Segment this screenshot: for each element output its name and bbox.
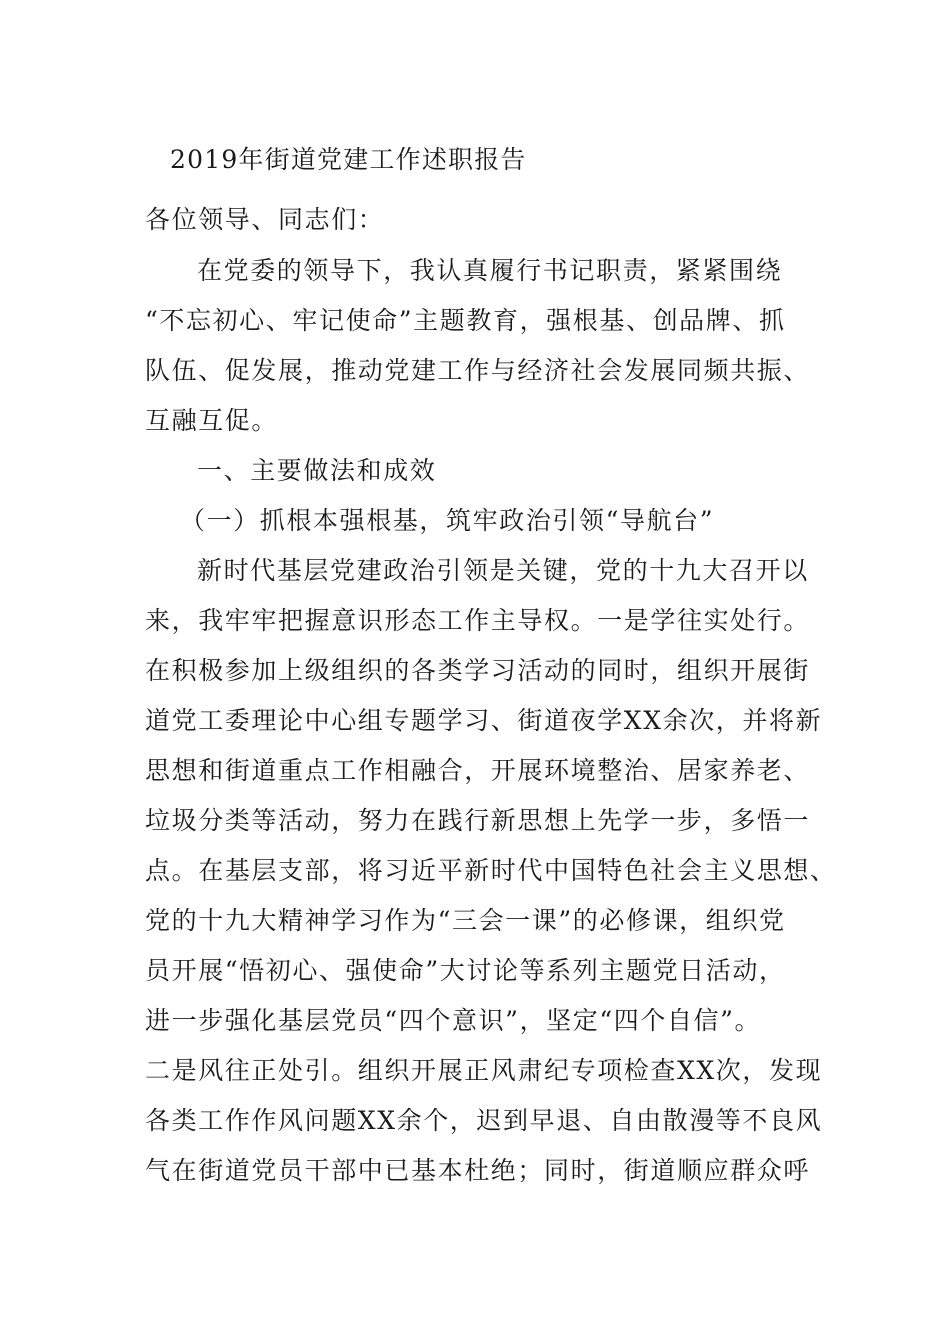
body-line: 各类工作作风问题XX余个，迟到早退、自由散漫等不良风 — [145, 1106, 823, 1135]
intro-line: 互融互促。 — [145, 406, 279, 435]
body-line: 垃圾分类等活动，努力在践行新思想上先学一步，多悟一 — [145, 806, 811, 835]
body-line: 思想和街道重点工作相融合，开展环境整治、居家养老、 — [145, 756, 811, 785]
intro-line: 在党委的领导下，我认真履行书记职责，紧紧围绕 — [197, 256, 783, 285]
section-heading: 一、主要做法和成效 — [197, 456, 437, 485]
body-line: 在积极参加上级组织的各类学习活动的同时，组织开展街 — [145, 656, 811, 685]
body-line: 进一步强化基层党员“四个意识”，坚定“四个自信”。 — [145, 1006, 762, 1035]
salutation: 各位领导、同志们： — [145, 205, 385, 234]
body-line: 点。在基层支部，将习近平新时代中国特色社会主义思想、 — [145, 856, 837, 885]
document-title: 2019年街道党建工作述职报告 — [170, 145, 527, 174]
body-line: 来，我牢牢把握意识形态工作主导权。一是学往实处行。 — [145, 606, 811, 635]
body-line: 党的十九大精神学习作为“三会一课”的必修课，组织党 — [145, 906, 786, 935]
body-line: 二是风往正处引。组织开展正风肃纪专项检查XX次，发现 — [145, 1056, 823, 1085]
body-line: 道党工委理论中心组专题学习、街道夜学XX余次，并将新 — [145, 706, 823, 735]
body-line: 气在街道党员干部中已基本杜绝；同时，街道顺应群众呼 — [145, 1156, 811, 1185]
intro-line: “不忘初心、牢记使命”主题教育，强根基、创品牌、抓 — [145, 306, 786, 335]
intro-line: 队伍、促发展，推动党建工作与经济社会发展同频共振、 — [145, 356, 811, 385]
body-line: 员开展“悟初心、强使命”大讨论等系列主题党日活动， — [145, 956, 786, 985]
body-line: 新时代基层党建政治引领是关键，党的十九大召开以 — [197, 556, 809, 585]
subsection-heading: （一）抓根本强根基，筑牢政治引领“导航台” — [180, 506, 715, 535]
